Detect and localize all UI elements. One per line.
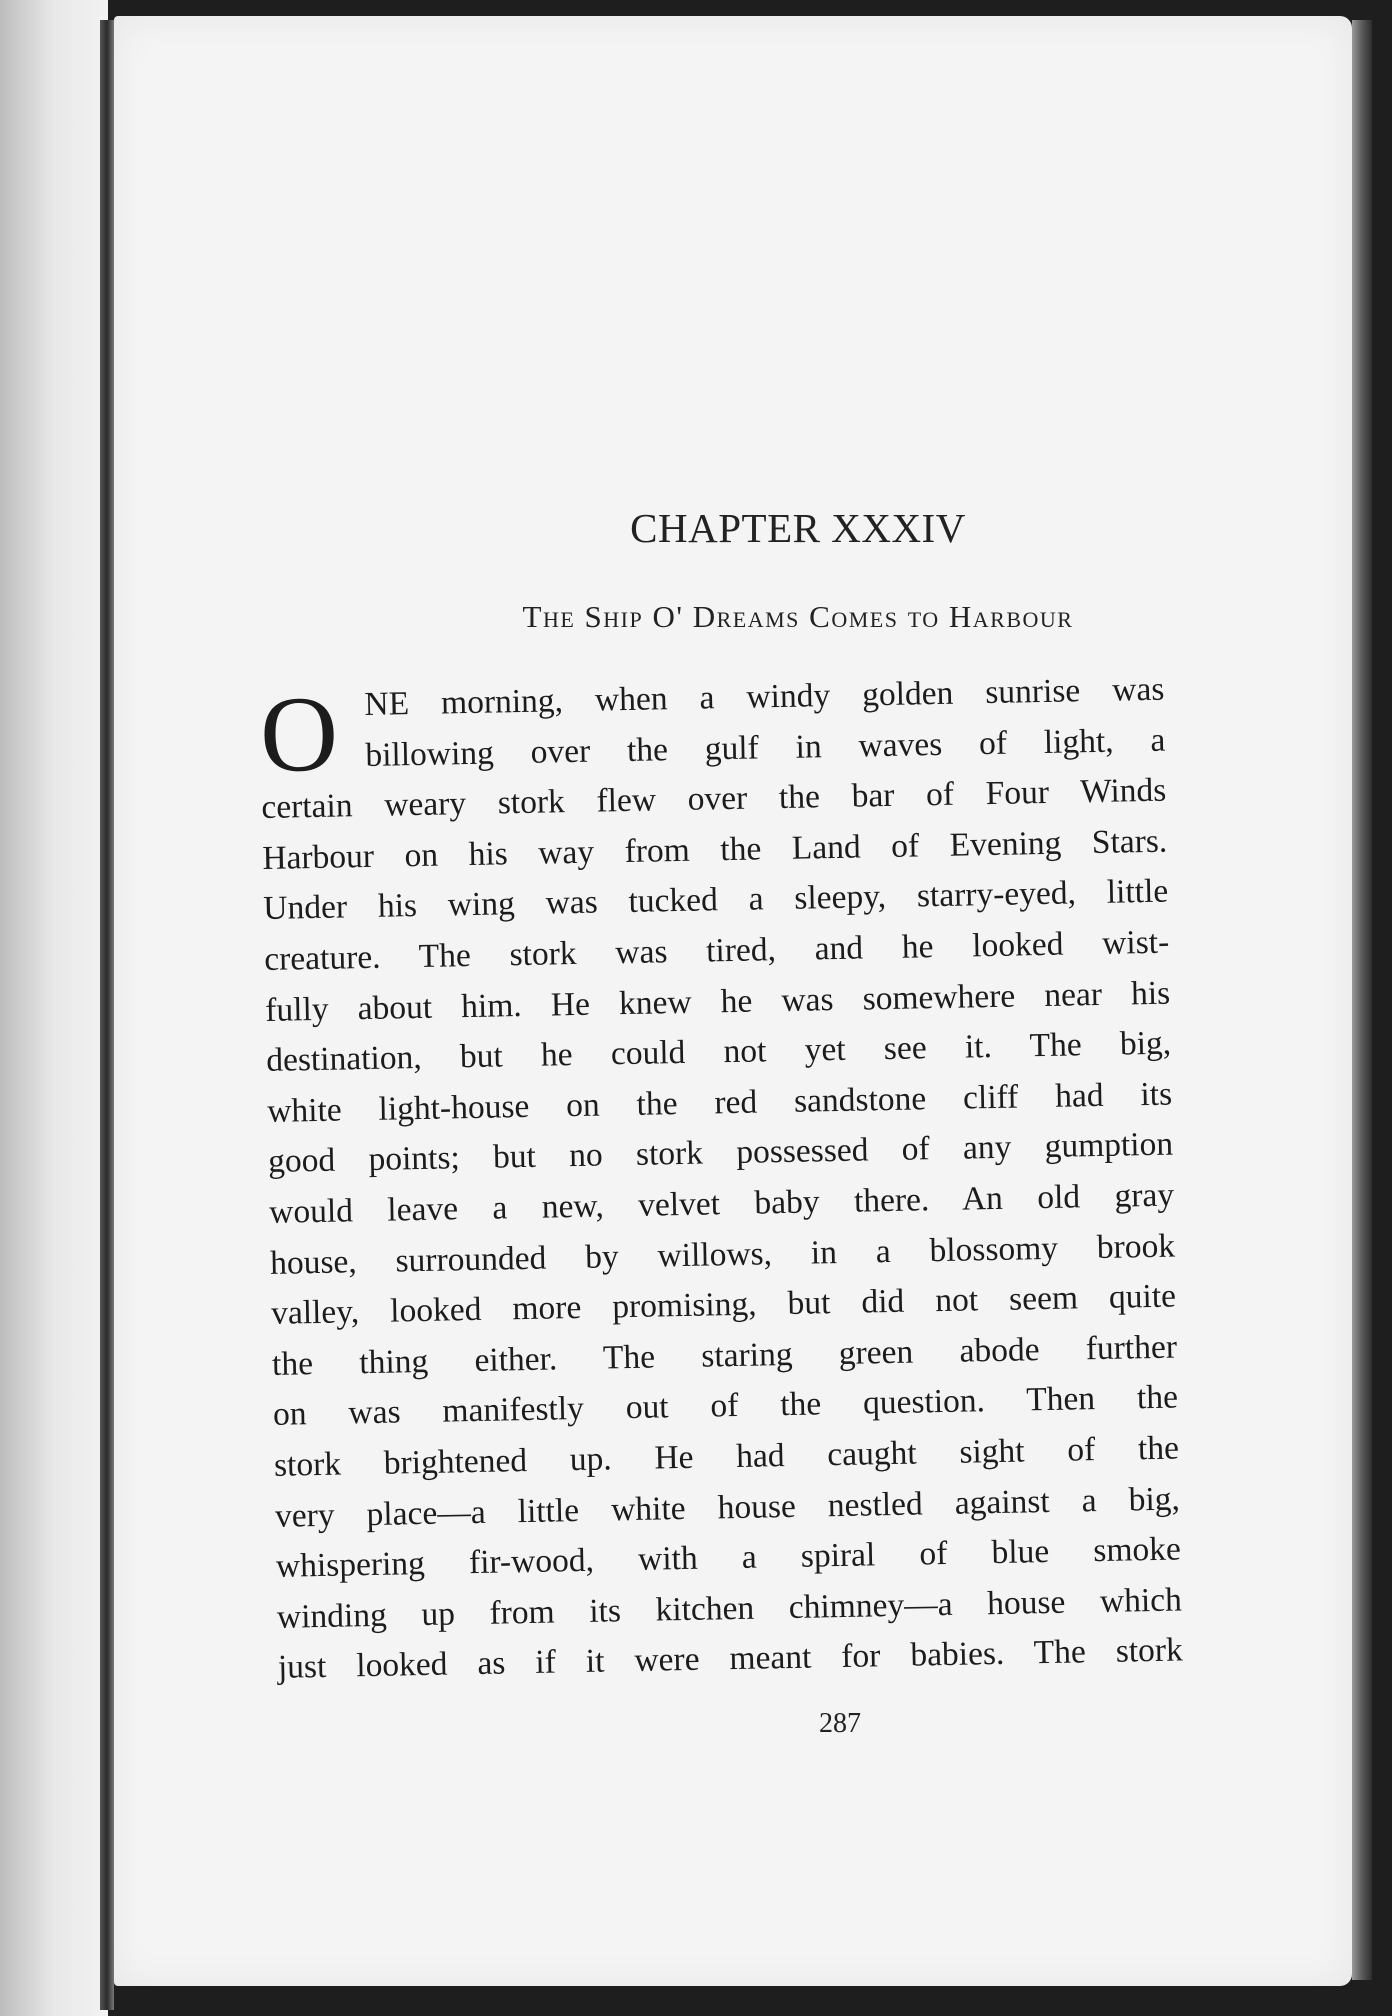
text-line: whispering fir-wood, with a spiral of blue smoke [275,1530,1182,1585]
text-line: fully about him. He knew he was somewhere near his [264,974,1171,1029]
text-line: destination, but he could not yet see it. The big, [265,1024,1172,1080]
chapter-heading: CHAPTER XXXIV [630,505,966,551]
text-line: on was manifestly out of the question. Then the [272,1378,1179,1434]
text-line: good points; but no stork possessed of any gumption [267,1125,1174,1181]
text-line: Harbour on his way from the Land of Evening Stars. [262,822,1168,877]
drop-cap: O [258,674,340,795]
text-line: white light-house on the red sandstone cliff had its [266,1075,1173,1130]
text-line: would leave a new, velvet baby there. An old gray [268,1176,1175,1231]
book-page [114,16,1352,1986]
text-line: NE morning, when a windy golden sunrise was [364,670,1165,723]
text-line: valley, looked more promising, but did not seem quite [270,1277,1177,1333]
text-line: just looked as if it were meant for babies. The stork [277,1631,1184,1687]
text-line: winding up from its kitchen chimney—a house which [276,1581,1183,1636]
page-edge-shadow [1352,20,1372,1980]
text-line: very place—a little white house nestled against a big, [274,1479,1181,1535]
text-line: Under his wing was tucked a sleepy, starry-eyed, little [263,872,1169,928]
chapter-subtitle: The Ship O' Dreams Comes to Harbour [522,599,1074,634]
text-line: stork brightened up. He had caught sight of the [273,1429,1180,1484]
text-line: house, surrounded by willows, in a blossomy brook [269,1227,1176,1282]
text-line: creature. The stork was tired, and he looked wist- [263,923,1170,978]
text-line: the thing either. The staring green abode further [271,1328,1178,1383]
text-line: certain weary stork flew over the bar of Four Winds [261,771,1167,827]
previous-page-edge [0,0,108,2016]
text-line: billowing over the gulf in waves of light, a [365,721,1166,774]
page-number: 287 [819,1708,861,1739]
book-gutter [100,20,114,2010]
body-text [259,665,1183,1694]
